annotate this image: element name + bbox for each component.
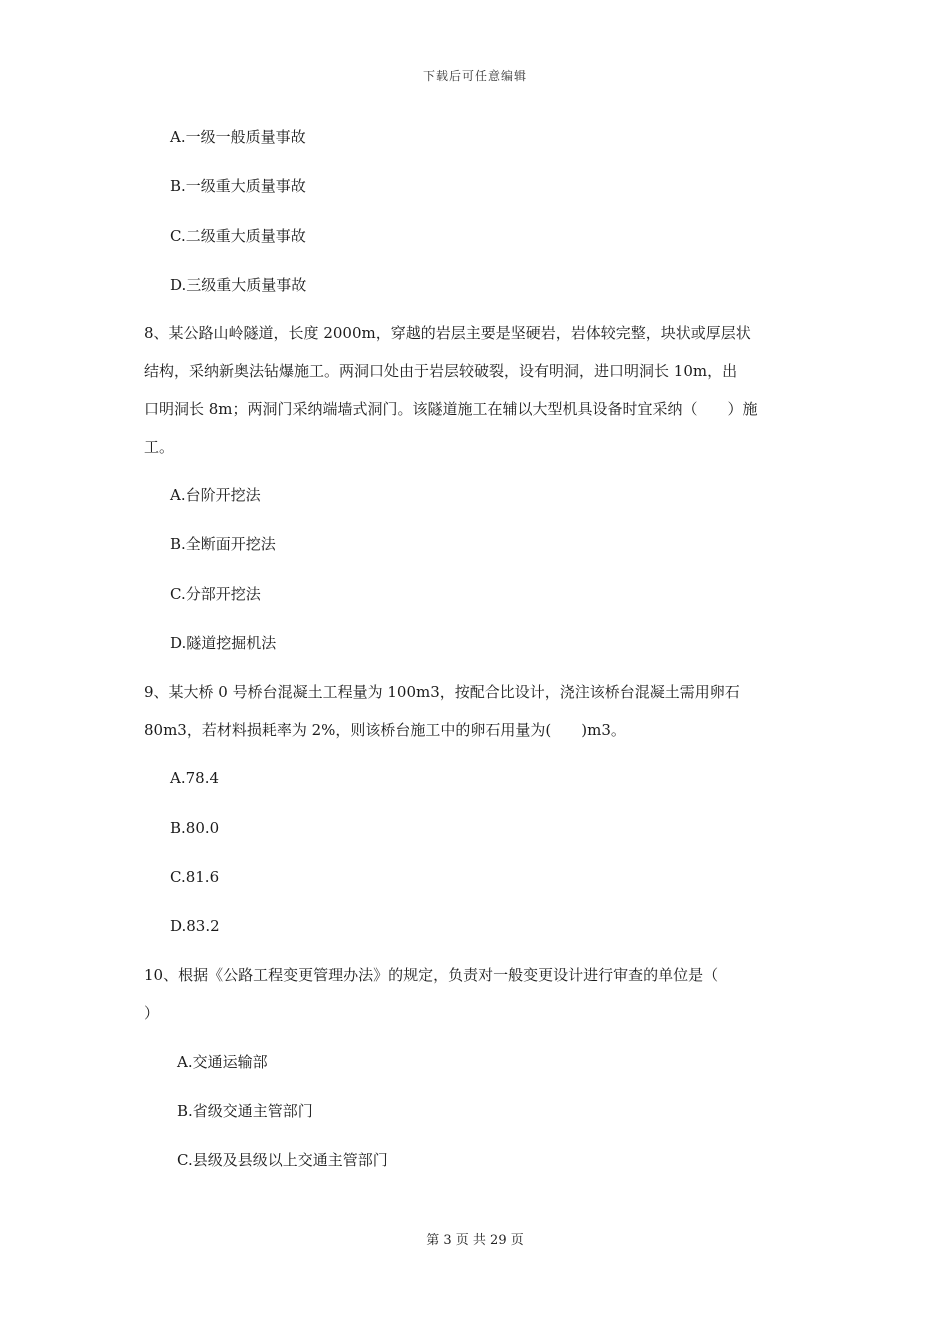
q10-text-line-2: ）: [144, 1004, 160, 1022]
q8-text-line-2: 结构，采纳新奥法钻爆施工。两洞口处由于岩层较破裂，设有明洞，进口明洞长 10m，出: [144, 362, 738, 380]
q8-option-a: A.台阶开挖法: [170, 486, 261, 504]
q7-option-b: B.一级重大质量事故: [170, 177, 306, 195]
page-footer: 第 3 页 共 29 页: [426, 1233, 524, 1248]
q9-option-d: D.83.2: [170, 917, 220, 935]
q7-option-c: C.二级重大质量事故: [170, 227, 306, 245]
q8-text-line-1: 8、某公路山岭隧道，长度 2000m，穿越的岩层主要是坚硬岩，岩体较完整，块状或厚层状: [144, 324, 751, 342]
q10-text-line-1: 10、根据《公路工程变更管理办法》的规定，负责对一般变更设计进行审查的单位是（: [144, 966, 719, 984]
q9-text-line-2: 80m3，若材料损耗率为 2%，则该桥台施工中的卵石用量为( )m3。: [144, 721, 626, 739]
q7-option-a: A.一级一般质量事故: [170, 128, 306, 146]
q10-option-c: C.县级及县级以上交通主管部门: [177, 1151, 388, 1169]
page-header: 下载后可任意编辑: [422, 69, 527, 83]
q7-option-d: D.三级重大质量事故: [170, 276, 307, 294]
q8-text-line-3: 口明洞长 8m；两洞门采纳端墙式洞门。该隧道施工在辅以大型机具设备时宜采纳（ ）施: [144, 400, 758, 418]
q8-option-b: B.全断面开挖法: [170, 535, 276, 553]
q9-option-a: A.78.4: [170, 769, 219, 787]
q9-option-c: C.81.6: [170, 868, 220, 886]
q9-text-line-1: 9、某大桥 0 号桥台混凝土工程量为 100m3，按配合比设计，浇注该桥台混凝土需用卵石: [144, 683, 740, 701]
q9-option-b: B.80.0: [170, 819, 220, 837]
q10-option-b: B.省级交通主管部门: [177, 1102, 313, 1120]
q8-text-line-4: 工。: [144, 438, 175, 456]
q8-option-d: D.隧道挖掘机法: [170, 634, 277, 652]
q10-option-a: A.交通运输部: [177, 1053, 268, 1071]
q8-option-c: C.分部开挖法: [170, 585, 261, 603]
